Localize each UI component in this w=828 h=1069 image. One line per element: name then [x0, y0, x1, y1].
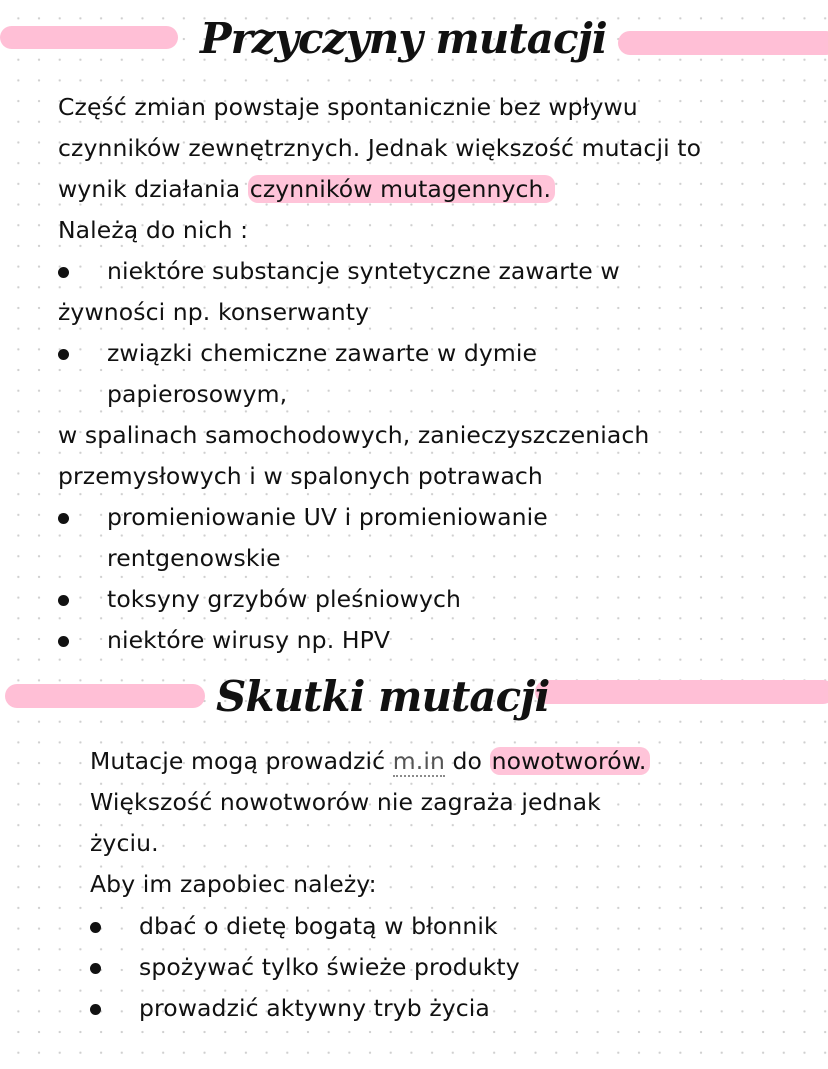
- list-item: spożywać tylko świeże produkty: [139, 953, 520, 981]
- paragraph-line: czynników zewnętrznych. Jednak większość mutacji to: [58, 134, 702, 162]
- paragraph-text: wynik działania: [58, 175, 248, 203]
- list-item: toksyny grzybów pleśniowych: [107, 585, 462, 613]
- paragraph-line: w spalinach samochodowych, zanieczyszczeniach: [58, 421, 650, 449]
- bullet-icon: [90, 922, 101, 933]
- list-item-continuation: żywności np. konserwanty: [58, 298, 370, 326]
- bullet-icon: [58, 636, 69, 647]
- bullet-icon: [58, 349, 69, 360]
- spellcheck-word[interactable]: m.in: [392, 747, 445, 775]
- header-decoration-left: [5, 684, 205, 708]
- list-item: niektóre wirusy np. HPV: [107, 626, 391, 654]
- highlighted-term: nowotworów.: [490, 747, 651, 775]
- header-decoration-right: [618, 31, 828, 55]
- bullet-icon: [58, 267, 69, 278]
- paragraph-text: do: [444, 747, 490, 775]
- paragraph-line: [58, 174, 555, 204]
- list-item: związki chemiczne zawarte w dymie: [107, 339, 538, 367]
- paragraph-line: [90, 746, 650, 776]
- paragraph-line: przemysłowych i w spalonych potrawach: [58, 462, 543, 490]
- bullet-icon: [90, 1004, 101, 1015]
- section-title-causes: Przyczyny mutacji: [200, 14, 607, 63]
- paragraph-line: Aby im zapobiec należy:: [90, 870, 377, 898]
- paragraph-line: Większość nowotworów nie zagraża jednak: [90, 788, 601, 816]
- bullet-icon: [58, 513, 69, 524]
- highlighted-term: czynników mutagennych.: [248, 175, 555, 203]
- list-item: niektóre substancje syntetyczne zawarte w: [107, 257, 620, 285]
- section-title-effects: Skutki mutacji: [216, 672, 550, 721]
- header-decoration-left: [0, 26, 178, 49]
- list-item-continuation: rentgenowskie: [107, 544, 281, 572]
- list-item: dbać o dietę bogatą w błonnik: [139, 912, 498, 940]
- list-item: promieniowanie UV i promieniowanie: [107, 503, 548, 531]
- paragraph-line: Część zmian powstaje spontanicznie bez wpływu: [58, 93, 638, 121]
- list-item: prowadzić aktywny tryb życia: [139, 994, 490, 1022]
- paragraph-line: życiu.: [90, 829, 159, 857]
- bullet-icon: [58, 595, 69, 606]
- header-decoration-right: [535, 680, 828, 704]
- paragraph-text: Mutacje mogą prowadzić: [90, 747, 393, 775]
- list-item-continuation: papierosowym,: [107, 380, 288, 408]
- paragraph-line: Należą do nich :: [58, 216, 249, 244]
- bullet-icon: [90, 963, 101, 974]
